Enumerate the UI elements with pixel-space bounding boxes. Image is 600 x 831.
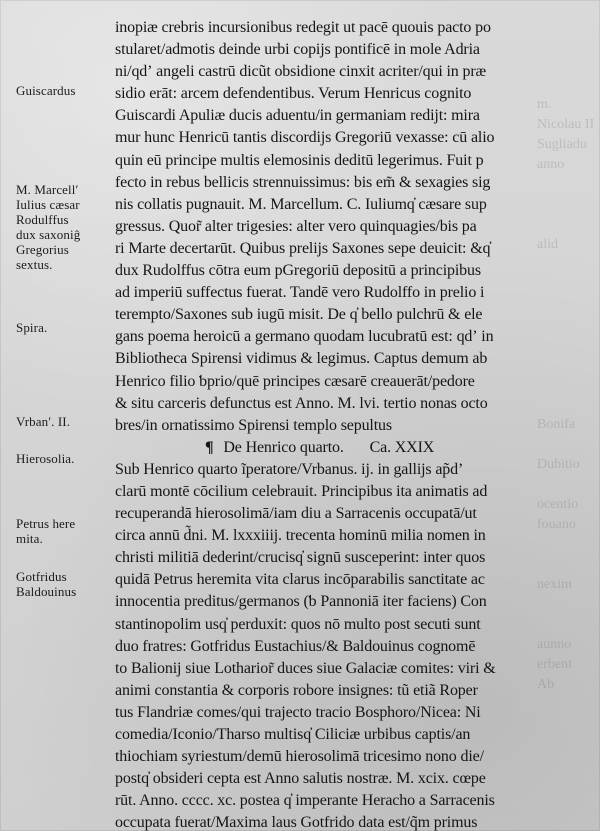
- margin-note-line: Rodulffus: [16, 212, 69, 227]
- show-through-text: m. Nicolau II Sugliadu anno alid Bonifa Dubitio ocentio fouano nexim aunno erbent Ab: [537, 97, 595, 692]
- body-line: stularet/admotis deinde urbi copijs pontificē in mole Adria: [115, 41, 480, 59]
- body-line: gressus. Quor̃ alter trigesies: alter vero quinquagies/bis pa: [115, 217, 477, 235]
- margin-note-marcellus: [16, 182, 80, 272]
- margin-note-line: sextus.: [16, 257, 53, 272]
- body-line: recuperandā hierosolimā/iam diu a Sarracenis occupatā/ut: [115, 505, 477, 523]
- body-line: clarū montē cōcilium celebrauit. Principibus ita animatis ad: [115, 482, 488, 500]
- margin-note-petrus: [16, 516, 75, 546]
- margin-note-line: Gregorius: [16, 242, 69, 257]
- margin-note-line: mita.: [16, 531, 43, 546]
- body-line: occupata fuerat/Maxima laus Gotfrido data est/q̃m primus: [115, 814, 478, 831]
- body-line: bres/in ornatissimo Spirensi templo sepultus: [115, 416, 392, 434]
- body-line: terempto/Saxones sub iugū misit. De q̓ bello pulchrū & ele: [115, 306, 483, 324]
- margin-note-line: Guiscardus: [16, 83, 76, 98]
- main-text-block: [115, 17, 567, 831]
- margin-note-line: dux saxoniĝ: [16, 227, 81, 242]
- body-line: ri Marte decertarūt. Quibus prelijs Saxones sepe deuicit: &q̓: [115, 239, 491, 257]
- body-line: postq̓ obsideri cepta est Anno salutis nostræ. M. xcix. cœpe: [115, 770, 486, 788]
- margin-note-line: Baldouinus: [16, 584, 77, 599]
- body-line: rūt. Anno. cccc. xc. postea q̓ imperante Heracho a Sarracenis: [115, 792, 495, 810]
- margin-note-spira: [16, 320, 47, 335]
- body-line: stantinopolim usq̓ perduxit: quos nō multo post secuti sunt: [115, 615, 481, 633]
- pilcrow-icon: ¶: [205, 438, 214, 456]
- body-line: to Balionij siue Lotharior̃ duces siue Galaciæ comites: viri &: [115, 659, 496, 677]
- body-line: mur hunc Henricū tantis discordijs Gregoriū vexasse: cū alio: [115, 129, 495, 147]
- body-line: duo fratres: Gotfridus Eustachius/& Baldouinus cognomē: [115, 637, 476, 655]
- body-line: ni/qdʼ angeli castrū dicũt obsidione cinxit acriter/qui in præ: [115, 63, 487, 81]
- body-line: & situ carceris defunctus est Anno. M. lvi. tertio nonas octo: [115, 394, 488, 412]
- margin-note-line: Hierosolia.: [16, 451, 75, 466]
- chapter-title: De Henrico quarto.: [223, 438, 344, 456]
- margin-note-line: Spira.: [16, 320, 48, 335]
- body-line: nis collatis pugnauit. M. Marcellum. C. Iuliumq̓ cæsare sup: [115, 195, 487, 213]
- body-line: fecto in rebus bellicis strennuissimus: bis em̃ & sexagies sig: [115, 173, 491, 191]
- margin-note-gotfridus: [16, 569, 76, 599]
- body-line: comedia/Iconio/Tharso multisq̓ Ciliciæ urbibus captis/an: [115, 726, 471, 743]
- body-line: Sub Henrico quarto ĩperatore/Vrbanus. ij. in gallijs ap̃dʼ: [115, 460, 464, 478]
- body-line: sidio erāt: arcem defendentibus. Verum Henricus cognito: [115, 85, 472, 103]
- body-line: dux Rudolffus cōtra eum pGregoriū depositū a principibus: [115, 262, 481, 280]
- body-line: animi constantia & corporis robore insignes: tũ etiã Roper: [115, 681, 478, 699]
- body-line: inopiæ crebris incursionibus redegit ut pacē quouis pacto po: [115, 19, 491, 36]
- body-line: gans poema heroicū a germano quodam lucubratū est: qdʼ in: [115, 328, 494, 346]
- body-line: tus Flandriæ comes/qui trajecto tracio Bosphoro/Nicea: Ni: [115, 703, 481, 721]
- margin-note-line: Gotfridus: [16, 569, 67, 584]
- body-line: quin eū principe multis elemosinis deditū legerimus. Fuit p: [115, 151, 484, 169]
- margin-note-hierosolia: [16, 451, 75, 466]
- margin-note-line: Petrus here: [16, 516, 76, 531]
- margin-note-line: M. Marcellʹ: [16, 182, 79, 197]
- body-line: thiochiam syriestum/demū hierosolimā tricesimo nono die/: [115, 748, 484, 766]
- chapter-number: Ca. XXIX: [369, 438, 435, 456]
- body-line: circa annū d̃ni. M. lxxxiiij. trecenta hominū milia nomen in: [115, 527, 486, 545]
- body-line: ad imperiū suffectus fuerat. Tandē vero Rudolffo in prelio i: [115, 284, 485, 302]
- body-line: Henrico filio ƅprio/quē principes cæsarē creauerāt/pedore: [115, 372, 475, 390]
- body-line: quidā Petrus heremita vita clarus incōparabilis sanctitate ac: [115, 571, 485, 589]
- body-line: Bibliotheca Spirensi vidimus & legimus. Captus demum ab: [115, 350, 488, 368]
- margin-note-line: Vrbanʹ. II.: [16, 414, 71, 429]
- margin-note-urban: [16, 414, 70, 429]
- chapter-heading: [115, 437, 567, 459]
- body-line: Guiscardi Apuliæ ducis aduentu/in germaniam redijt: mira: [115, 107, 480, 125]
- body-line: christi militiā dederint/crucisq̓ signū susceperint: inter quos: [115, 549, 486, 567]
- margin-note-guiscardus: [16, 83, 76, 98]
- margin-note-line: Iulius cæsar: [16, 197, 80, 212]
- body-line: innocentia preditus/germanos (ƅ Pannoniā iter faciens) Con: [115, 593, 487, 611]
